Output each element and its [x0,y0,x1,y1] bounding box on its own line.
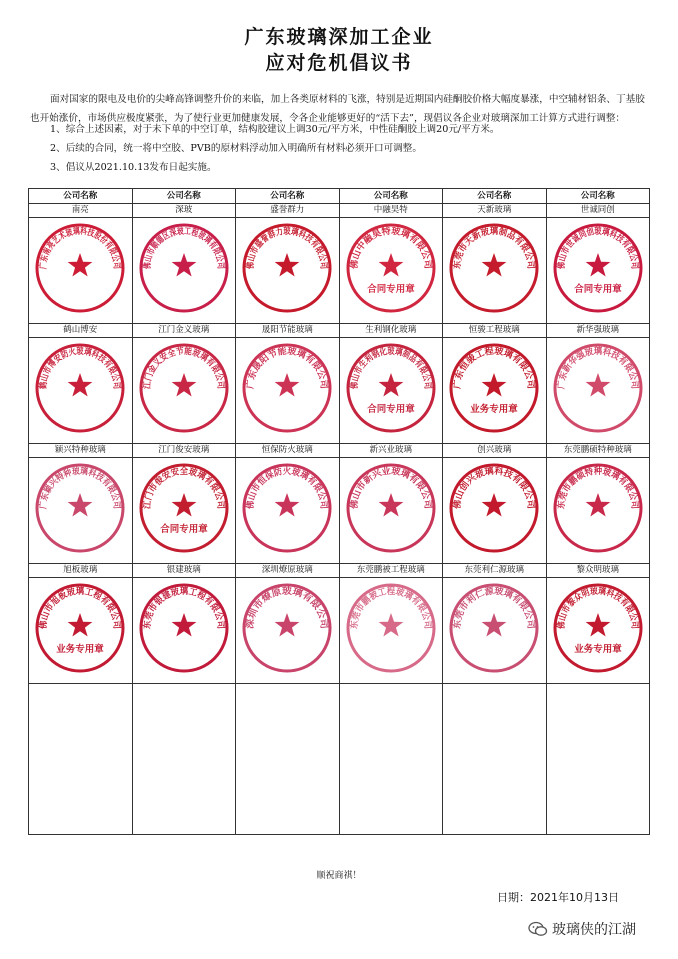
seal-arc-text: 佛山市生利钢化玻璃制品有限公司 [349,346,433,392]
seal-arc-text: 佛山市新兴业玻璃有限公司 [349,466,432,510]
date-label: 日期： [497,891,530,904]
seal-cell [443,458,547,564]
company-name-cell: 南亮 [29,204,133,218]
company-seal [138,342,230,434]
seal-cell [29,218,133,324]
seal-arc-text: 深圳市燎原玻璃有限公司 [245,586,329,630]
company-name-cell: 恒保防火玻璃 [236,444,340,458]
company-seal [448,222,540,314]
column-header: 公司名称 [339,189,443,204]
company-seal [241,222,333,314]
seal-star-icon [585,613,610,637]
seal-star-icon [585,493,610,517]
seal-star-icon [275,373,300,397]
company-name-cell: 东莞利仁源玻璃 [443,564,547,578]
seal-star-icon [68,373,93,397]
seal-star-icon [68,613,93,637]
company-seal [552,342,644,434]
seal-star-icon [171,373,196,397]
company-seal [345,222,437,314]
company-name-cell: 深圳燎原玻璃 [236,564,340,578]
company-seal [138,582,230,674]
seal-cell [339,458,443,564]
company-name-cell: 晟阳节能玻璃 [236,324,340,338]
company-name-cell: 生利钢化玻璃 [339,324,443,338]
seal-star-icon [378,373,403,397]
seal-star-icon [482,253,507,277]
seal-cell [29,458,133,564]
company-seal [345,342,437,434]
seal-arc-text: 广东晟阳节能玻璃有限公司 [246,346,329,390]
seal-cell [546,578,650,684]
seal-sub-text: 业务专用章 [56,644,105,655]
date-value: 2021年10月13日 [530,891,619,904]
seal-arc-text: 东莞市鹏被工程玻璃有限公司 [349,586,433,631]
company-name-cell: 鹤山博安 [29,324,133,338]
point-1: 1、综合上述因素，对于未下单的中空订单，结构胶建议上调30元/平方米，中性硅酮胶上调20元/平方米。 [50,124,500,135]
company-seal [241,582,333,674]
company-seal [138,222,230,314]
wechat-icon [528,921,548,937]
empty-cell [443,684,547,835]
point-3: 3、倡议从2021.10.13发布日起实施。 [50,162,217,173]
company-name-cell: 江门金义玻璃 [132,324,236,338]
seal-star-icon [171,613,196,637]
company-name-cell: 新华强玻璃 [546,324,650,338]
empty-cell [29,684,133,835]
seal-cell [339,338,443,444]
seal-arc-text: 佛山创兴玻璃科技有限公司 [453,466,536,510]
company-seal [241,462,333,554]
seal-cell [443,338,547,444]
seal-cell [132,218,236,324]
document-title-line1: 广东玻璃深加工企业 [244,26,434,48]
seal-star-icon [171,493,196,517]
company-seal [345,582,437,674]
seal-arc-text: 东莞市鹏硕特种玻璃有限公司 [556,466,640,511]
seal-arc-text: 佛山中融昊特玻璃有限公司 [349,226,432,270]
seal-star-icon [482,613,507,637]
empty-cell [236,684,340,835]
company-seal [138,462,230,554]
document-title-line2: 应对危机倡议书 [265,52,413,74]
empty-cell [132,684,236,835]
company-name-cell: 黎众明玻璃 [546,564,650,578]
watermark-text: 玻璃侠的江湖 [552,922,636,938]
seal-cell [29,578,133,684]
company-name-cell: 中融昊特 [339,204,443,218]
seal-cell [236,338,340,444]
points-list [30,120,650,177]
company-name-cell: 恒骏工程玻璃 [443,324,547,338]
point-2: 2、后续的合同，统一将中空胶、PVB的原材料浮动加入明确所有材料必须开口可调整。 [50,143,422,154]
seal-cell [546,218,650,324]
seal-cell [339,218,443,324]
seal-star-icon [378,613,403,637]
seal-star-icon [68,493,93,517]
company-seal [345,462,437,554]
seal-cell [546,338,650,444]
company-seal [448,582,540,674]
seal-cell [443,218,547,324]
company-seal [552,222,644,314]
seal-cell [132,578,236,684]
seal-sub-text: 业务专用章 [573,644,622,655]
seal-arc-text: 佛山市顺德区深玻工程玻璃有限公司 [142,226,226,272]
seal-arc-text: 佛山市旭板玻璃工程有限公司 [39,586,122,631]
empty-cell [339,684,443,835]
seal-arc-text: 广东南亮艺术玻璃科技股份有限公司 [39,226,122,272]
company-seal [34,582,126,674]
column-header: 公司名称 [132,189,236,204]
seal-arc-text: 江门金义安全节能玻璃有限公司 [142,346,226,391]
company-name-cell: 创兴玻璃 [443,444,547,458]
seal-sub-text: 合同专用章 [366,284,415,295]
seal-arc-text: 佛山市盛誉群力玻璃科技有限公司 [246,226,329,272]
seal-star-icon [378,493,403,517]
seal-star-icon [482,373,507,397]
empty-cell [546,684,650,835]
company-seal [34,462,126,554]
company-name-cell: 银建玻璃 [132,564,236,578]
company-seal [448,462,540,554]
company-name-cell: 东莞鹏硕特种玻璃 [546,444,650,458]
company-name-cell: 深玻 [132,204,236,218]
seal-star-icon [275,613,300,637]
company-name-cell: 新兴业玻璃 [339,444,443,458]
seal-star-icon [585,253,610,277]
seal-arc-text: 广东新华强玻璃科技有限公司 [556,346,640,391]
seal-arc-text: 东莞市天新玻璃制品有限公司 [453,226,536,271]
seal-cell [236,578,340,684]
seal-arc-text: 广东颖兴特种玻璃科技有限公司 [39,466,122,511]
seal-cell [29,338,133,444]
seal-cell [132,338,236,444]
seal-arc-text: 佛山市世诚同创玻璃科技有限公司 [556,226,640,272]
company-seal [34,342,126,434]
seal-arc-text: 佛山市黎众明玻璃科技有限公司 [556,586,640,631]
seal-star-icon [171,253,196,277]
company-name-cell: 颖兴特种玻璃 [29,444,133,458]
watermark [528,919,636,939]
seal-star-icon [585,373,610,397]
seal-arc-text: 东莞市利仁源玻璃有限公司 [453,586,536,630]
seal-cell [236,218,340,324]
seal-star-icon [482,493,507,517]
company-name-cell: 旭板玻璃 [29,564,133,578]
seal-cell [339,578,443,684]
company-seal [448,342,540,434]
seal-cell [443,578,547,684]
closing-text: 顺祝商祺！ [316,871,362,881]
column-header: 公司名称 [236,189,340,204]
seal-sub-text: 业务专用章 [470,404,519,415]
seal-star-icon [275,493,300,517]
seal-arc-text: 广东恒骏工程玻璃有限公司 [453,346,536,390]
seal-star-icon [68,253,93,277]
seal-arc-text: 佛山市恒保防火玻璃有限公司 [246,466,329,511]
seal-sub-text: 合同专用章 [573,284,622,295]
seal-arc-text: 鹤山市博安防火玻璃科技有限公司 [39,346,122,392]
company-seal [241,342,333,434]
company-seal [34,222,126,314]
seal-star-icon [275,253,300,277]
company-seal [552,462,644,554]
company-name-cell: 世诚同创 [546,204,650,218]
seal-star-icon [378,253,403,277]
seal-arc-text: 东莞市银建玻璃工程有限公司 [142,586,226,631]
seal-sub-text: 合同专用章 [159,524,208,535]
company-name-cell: 东莞鹏被工程玻璃 [339,564,443,578]
seal-cell [546,458,650,564]
seal-sub-text: 合同专用章 [366,404,415,415]
company-seal-table [28,188,650,835]
company-name-cell: 江门俊安玻璃 [132,444,236,458]
seal-cell [132,458,236,564]
seal-arc-text: 江门市俊安安全玻璃有限公司 [142,466,226,511]
company-seal [552,582,644,674]
column-header: 公司名称 [443,189,547,204]
column-header: 公司名称 [546,189,650,204]
date-line [497,889,619,905]
seal-cell [236,458,340,564]
column-header: 公司名称 [29,189,133,204]
company-name-cell: 天新玻璃 [443,204,547,218]
company-name-cell: 盛誉群力 [236,204,340,218]
intro-paragraph: 面对国家的限电及电价的尖峰高锋调整升价的来临，加上各类原材料的飞涨，特别是近期国内硅酮胶价格大幅度暴涨，中空辅材铝条、丁基胶也开始涨价，市场供应极度紧张，为了使行业更加健康发展，令各企业能够更好的“活下去”，现倡议各企业对玻璃深加工计算方式进行调整： [30,93,645,124]
